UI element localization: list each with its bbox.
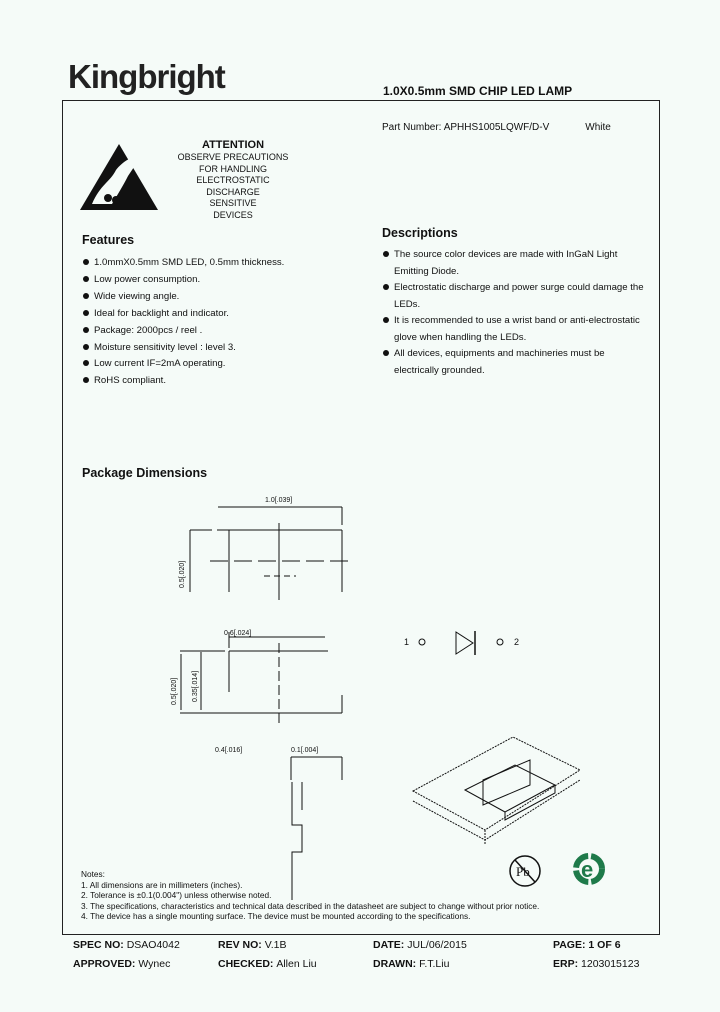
descriptions-section [382, 226, 652, 379]
erp-number [553, 958, 639, 970]
checked-by [218, 958, 317, 970]
date-value: JUL/06/2015 [407, 939, 467, 951]
rev-label: REV NO: [218, 939, 262, 951]
page-of: OF [597, 939, 612, 951]
drawn-value: F.T.Liu [419, 958, 450, 970]
e-text: e [581, 857, 594, 882]
date [373, 939, 467, 951]
approved-value: Wynec [138, 958, 171, 970]
drawn-label: DRAWN: [373, 958, 417, 970]
checked-value: Allen Liu [276, 958, 317, 970]
date-label: DATE: [373, 939, 405, 951]
part-number-label: Part Number: APHHS1005LQWF/D-V [382, 122, 550, 133]
dim-height-2: 0.35[.014] [192, 670, 199, 702]
led-schematic-symbol [400, 628, 540, 658]
rohs-e-icon [570, 850, 608, 888]
feature-item: 1.0mmX0.5mm SMD LED, 0.5mm thickness. [82, 255, 284, 272]
note-item: 3. The specifications, characteristics and technical data described in the datasheet are subject to change without prior notice. [81, 900, 540, 911]
brand-logo: Kingbright [68, 58, 225, 95]
feature-item: Moisture sensitivity level : level 3. [82, 340, 284, 357]
esd-line: OBSERVE PRECAUTIONS [177, 152, 289, 162]
dim-lead: 0.6[.024] [224, 630, 252, 637]
esd-line: SENSITIVE [209, 198, 257, 209]
dim-pad-2: 0.1[.004] [291, 747, 319, 754]
erp-value: 1203015123 [581, 958, 640, 970]
spec-number [73, 939, 180, 951]
note-item: 1. All dimensions are in millimeters (inches). [81, 879, 243, 890]
dim-width: 0.5[.020] [179, 560, 186, 588]
esd-heading: ATTENTION [201, 139, 265, 151]
part-number [382, 122, 611, 133]
approved-by [73, 958, 170, 970]
page-label: PAGE: [553, 939, 586, 951]
package-dimension-drawing [160, 480, 400, 780]
drawn-by [373, 958, 449, 970]
feature-item: RoHS compliant. [82, 373, 284, 390]
note-item: 2. Tolerance is ±0.1(0.004") unless otherwise noted. [81, 890, 272, 900]
spec-label: SPEC NO: [73, 939, 124, 951]
features-section [82, 233, 284, 390]
feature-item: Wide viewing angle. [82, 289, 284, 306]
feature-item: Package: 2000pcs / reel . [82, 323, 284, 340]
description-item: Electrostatic discharge and power surge could damage the LEDs. [382, 280, 652, 313]
pb-text: Pb [516, 864, 530, 879]
feature-item: Ideal for backlight and indicator. [82, 306, 284, 323]
erp-label: ERP: [553, 958, 579, 970]
checked-label: CHECKED: [218, 958, 274, 970]
package-title: Package Dimensions [82, 466, 208, 480]
feature-item: Low current IF=2mA operating. [82, 356, 284, 373]
rev-value: V.1B [264, 939, 287, 951]
esd-warning-icon [78, 140, 160, 214]
features-title: Features [82, 233, 135, 247]
led-3d-illustration [405, 735, 580, 845]
pad-profile-drawing [290, 780, 330, 850]
package-dimensions-section [82, 466, 207, 480]
description-item: All devices, equipments and machineries must be electrically grounded. [382, 346, 652, 379]
page-current: 1 [588, 939, 595, 951]
notes-title: Notes: [81, 869, 105, 879]
description-item: The source color devices are made with InGaN Light Emitting Diode. [382, 247, 652, 280]
notes-section [81, 869, 539, 922]
esd-line: ELECTROSTATIC [196, 175, 270, 186]
document-title: 1.0X0.5mm SMD CHIP LED LAMP [383, 84, 573, 98]
approved-label: APPROVED: [73, 958, 136, 970]
pin-1-label: 1 [404, 637, 410, 647]
esd-notice [160, 139, 306, 222]
esd-line: DISCHARGE [206, 186, 260, 197]
description-item: It is recommended to use a wrist band or anti-electrostatic glove when handling the LEDs. [382, 313, 652, 346]
revision-number [218, 939, 287, 951]
feature-item: Low power consumption. [82, 272, 284, 289]
emission-color: White [585, 122, 611, 133]
page-total: 6 [614, 939, 621, 951]
dim-length: 1.0[.039] [265, 497, 293, 504]
esd-line: FOR HANDLING [198, 163, 267, 174]
page-number [553, 939, 621, 951]
dim-pad-1: 0.4[.016] [215, 747, 243, 754]
esd-line: DEVICES [213, 209, 253, 220]
pin-2-label: 2 [514, 637, 520, 647]
dim-height: 0.5[.020] [171, 677, 178, 705]
descriptions-title: Descriptions [382, 226, 458, 240]
spec-value: DSAO4042 [126, 939, 180, 951]
note-item: 4. The device has a single mounting surface. The device must be mounted according to the specifications. [81, 911, 471, 921]
